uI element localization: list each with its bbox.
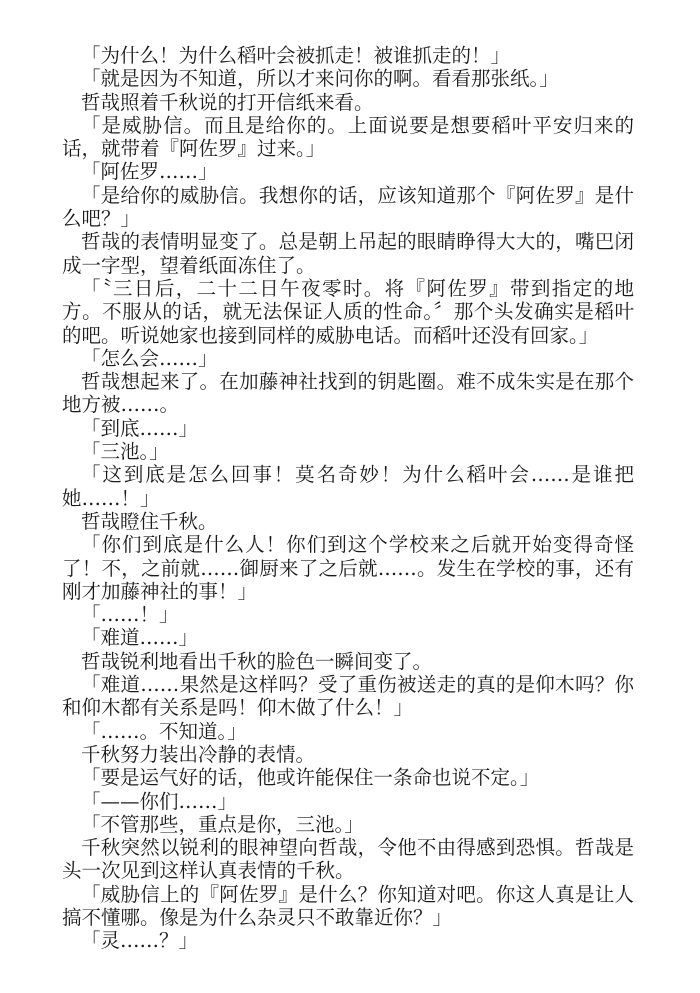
- paragraph: 「就是因为不知道，所以才来问你的啊。看看那张纸。」: [81, 67, 559, 91]
- paragraph: 「三池。」: [81, 440, 169, 464]
- paragraph: 「灵……？」: [81, 929, 199, 953]
- paragraph: 千秋突然以锐利的眼神望向哲哉，令他不由得感到恐惧。哲哉是头一次见到这样认真表情的千秋。: [62, 836, 634, 883]
- paragraph: 「是给你的威胁信。我想你的话，应该知道那个『阿佐罗』是什么吧？」: [62, 183, 634, 231]
- paragraph: 「……！」: [81, 603, 179, 627]
- paragraph: 「难道……」: [81, 626, 199, 650]
- paragraph: 「〝三日后，二十二日午夜零时。将『阿佐罗』带到指定的地方。不服从的话，就无法保证人质的性命。〞那个头发确实是稻叶的吧。听说她家也接到同样的威胁电话。而稻叶还没有回家。」: [62, 276, 634, 347]
- paragraph: 哲哉瞪住千秋。: [81, 509, 218, 533]
- paragraph: 「要是运气好的话，他或许能保住一条命也说不定。」: [81, 766, 540, 790]
- paragraph: 「是威胁信。而且是给你的。上面说要是想要稻叶平安归来的话，就带着『阿佐罗』过来。」: [62, 113, 634, 161]
- paragraph: 「到底……」: [81, 416, 199, 440]
- paragraph: 「怎么会……」: [81, 346, 218, 370]
- paragraph: 「威胁信上的『阿佐罗』是什么？你知道对吧。你这人真是让人搞不懂哪。像是为什么杂灵只不敢靠近你？」: [62, 882, 634, 929]
- paragraph: 「难道……果然是这样吗？受了重伤被送走的真的是仰木吗？你和仰木都有关系是吗！仰木做了什么！」: [62, 673, 634, 720]
- paragraph: 哲哉锐利地看出千秋的脸色一瞬间变了。: [81, 649, 433, 673]
- paragraph: 哲哉的表情明显变了。总是朝上吊起的眼睛睁得大大的，嘴巴闭成一字型，望着纸面冻住了。: [62, 230, 634, 277]
- paragraph: 哲哉照着千秋说的打开信纸来看。: [81, 90, 374, 114]
- paragraph: 「你们到底是什么人！你们到这个学校来之后就开始变得奇怪了！不，之前就……御厨来了之后就……。发生在学校的事，还有刚才加藤神社的事！」: [62, 533, 634, 603]
- paragraph: 「这到底是怎么回事！莫名奇妙！为什么稻叶会……是谁把她……！」: [62, 463, 634, 510]
- paragraph: 「不管那些，重点是你，三池。」: [81, 812, 364, 836]
- paragraph: 哲哉想起来了。在加藤神社找到的钥匙圈。难不成朱实是在那个地方被……。: [62, 370, 634, 417]
- paragraph: 「——你们……」: [81, 789, 238, 813]
- paragraph: 「阿佐罗……」: [81, 160, 218, 184]
- paragraph: 千秋努力装出冷静的表情。: [81, 742, 316, 766]
- paragraph: 「……。不知道。」: [81, 719, 247, 743]
- novel-page-text: [62, 44, 634, 953]
- paragraph: 「为什么！为什么稻叶会被抓走！被谁抓走的！」: [81, 44, 511, 67]
